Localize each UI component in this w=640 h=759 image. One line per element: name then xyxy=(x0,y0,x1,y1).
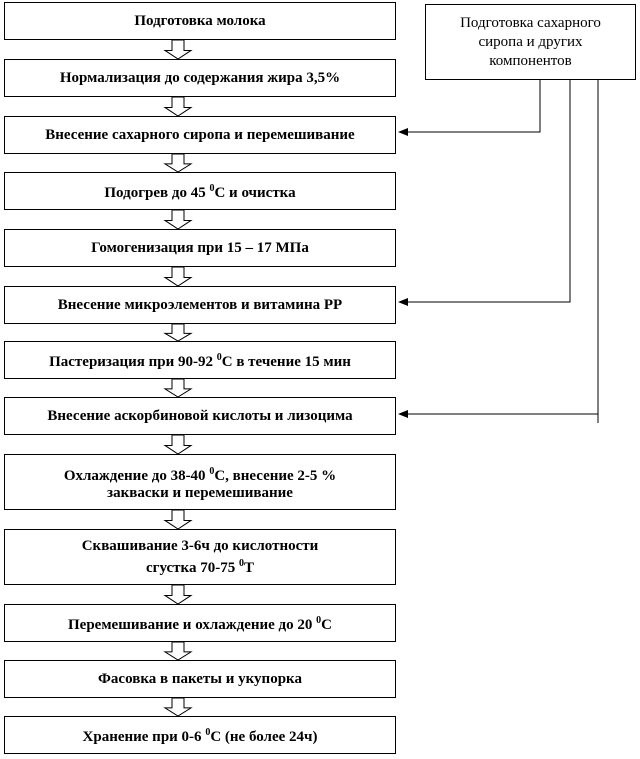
flow-arrow-3 xyxy=(165,154,191,172)
connector-line-ascorbic xyxy=(406,80,598,423)
step-label-part: С (не более 24ч) xyxy=(210,729,318,745)
flow-arrow-4 xyxy=(165,210,191,229)
connector-line-microelements xyxy=(406,80,570,302)
flow-arrow-12 xyxy=(165,698,191,716)
step-label-line-1 xyxy=(63,465,337,484)
step-ascorbic-addition xyxy=(4,397,396,435)
step-label: Подготовка молока xyxy=(134,12,266,29)
step-label: Нормализация до содержания жира 3,5% xyxy=(59,69,341,86)
flow-arrow-6 xyxy=(165,324,191,341)
side-box-line-3: компонентов xyxy=(489,52,572,69)
flow-arrow-2 xyxy=(165,97,191,116)
flow-arrow-5 xyxy=(165,267,191,286)
step-mixing-cooling xyxy=(4,604,396,642)
flow-arrow-9 xyxy=(165,510,191,529)
connector-arrowhead-syrup xyxy=(398,128,408,136)
step-normalization xyxy=(4,59,396,97)
step-label: Фасовка в пакеты и укупорка xyxy=(98,670,302,687)
connector-arrowhead-microelements xyxy=(398,298,408,306)
step-label: Внесение сахарного сиропа и перемешивание xyxy=(45,126,355,143)
flow-arrow-1 xyxy=(165,40,191,59)
step-pasteurization xyxy=(4,341,396,379)
side-box-label xyxy=(460,14,601,71)
step-label-part: Подогрев до 45 xyxy=(104,185,210,201)
step-label-part: Охлаждение до 38-40 xyxy=(63,467,210,484)
step-label-part: С в течение 15 мин xyxy=(221,354,351,370)
step-label-part: Пастеризация при 90-92 xyxy=(49,354,217,370)
side-box-syrup-components xyxy=(425,4,636,80)
degree-mark: 0 xyxy=(238,557,244,569)
step-label xyxy=(49,349,351,371)
flow-arrow-8 xyxy=(165,435,191,454)
step-syrup-addition xyxy=(4,116,396,154)
flow-arrow-11 xyxy=(165,642,191,660)
step-label-line-2: закваски и перемешивание xyxy=(107,484,293,501)
step-milk-preparation xyxy=(4,2,396,40)
degree-mark: 0 xyxy=(209,183,215,194)
step-label: Внесение микроэлементов и витамина РР xyxy=(57,296,343,313)
connector-line-syrup xyxy=(406,80,540,132)
step-homogenization xyxy=(4,229,396,267)
step-heating-cleaning xyxy=(4,172,396,210)
step-label-part: С и очистка xyxy=(214,185,296,201)
step-label: Внесение аскорбиновой кислоты и лизоцима xyxy=(47,407,353,424)
step-label-line-2 xyxy=(146,557,254,576)
step-label xyxy=(82,538,319,577)
degree-mark: 0 xyxy=(316,615,322,626)
step-label xyxy=(64,463,336,502)
step-label-line-1: Сквашивание 3-6ч до кислотности xyxy=(81,537,319,554)
connector-arrowhead-ascorbic xyxy=(398,410,408,418)
step-label-part: Перемешивание и охлаждение до 20 xyxy=(68,617,317,633)
step-microelements-addition xyxy=(4,286,396,324)
flow-arrow-10 xyxy=(165,585,191,604)
step-cooling-starter xyxy=(4,454,396,510)
step-label-part: С, внесение 2-5 % xyxy=(214,467,337,484)
step-label xyxy=(68,612,332,634)
degree-mark: 0 xyxy=(205,727,211,738)
step-label xyxy=(104,180,295,202)
step-label xyxy=(83,724,318,746)
step-label-part: Т xyxy=(243,559,254,576)
step-storage xyxy=(4,716,396,754)
degree-mark: 0 xyxy=(216,352,222,363)
step-label-part: С xyxy=(321,617,332,633)
flow-arrow-7 xyxy=(165,379,191,397)
step-label: Гомогенизация при 15 – 17 МПа xyxy=(91,239,309,256)
step-fermentation xyxy=(4,529,396,585)
degree-mark: 0 xyxy=(209,465,215,477)
side-box-line-1: Подготовка сахарного xyxy=(460,14,601,31)
step-packaging xyxy=(4,660,396,698)
step-label-part: сгустка 70-75 xyxy=(146,559,239,576)
side-box-line-2: сиропа и других xyxy=(478,33,583,50)
step-label-part: Хранение при 0-6 xyxy=(82,729,206,745)
